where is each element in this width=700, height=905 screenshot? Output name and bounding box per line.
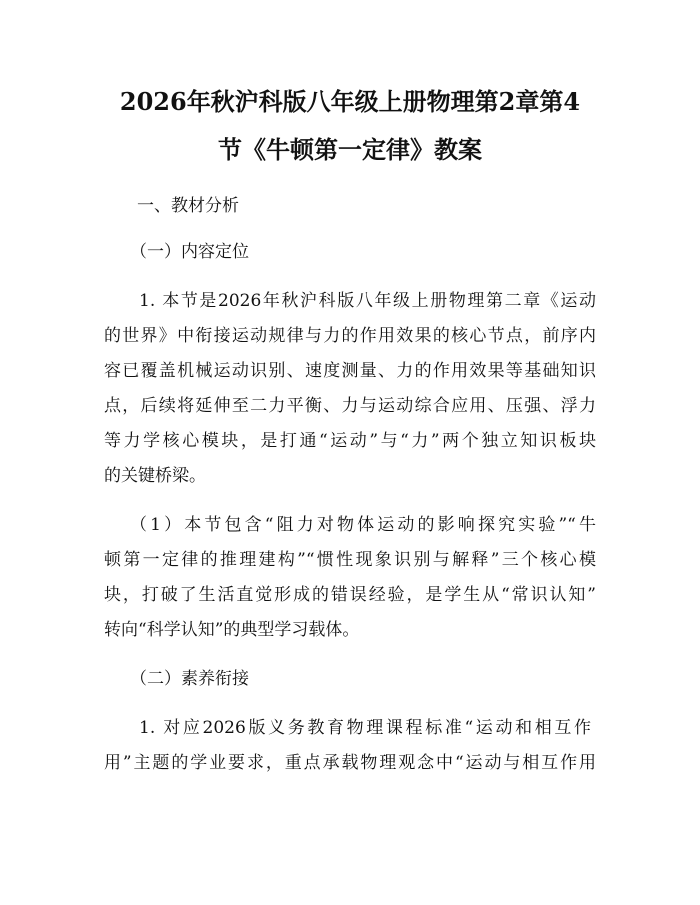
paragraph-line: 容已覆盖机械运动识别、速度测量、力的作用效果等基础知识 (104, 361, 596, 381)
paragraph-line: 的世界》中衔接运动规律与力的作用效果的核心节点，前序内 (104, 326, 596, 346)
paragraph-line: 用”主题的学业要求，重点承载物理观念中“运动与相互作用 (104, 753, 596, 773)
subsection-heading-literacy-connection: （二）素养衔接 (130, 669, 249, 689)
paragraph-line: 1. 对应2026版义务教育物理课程标准“运动和相互作 (139, 718, 591, 738)
document-title-line-1: 2026年秋沪科版八年级上册物理第2章第4 (119, 87, 581, 116)
paragraph-line: 顿第一定律的推理建构”“惯性现象识别与解释”三个核心模 (104, 550, 596, 570)
paragraph-line: 转向“科学认知”的典型学习载体。 (104, 620, 360, 640)
document-title-line-2: 节《牛顿第一定律》教案 (218, 135, 482, 164)
paragraph-line: 块，打破了生活直觉形成的错误经验，是学生从“常识认知” (104, 585, 596, 605)
section-heading-textbook-analysis: 一、教材分析 (137, 196, 239, 216)
paragraph-line: 的关键桥梁。 (104, 466, 206, 486)
paragraph-line: 点，后续将延伸至二力平衡、力与运动综合应用、压强、浮力 (104, 396, 596, 416)
subsection-heading-content-positioning: （一）内容定位 (130, 242, 249, 262)
paragraph-line: 等力学核心模块，是打通“运动”与“力”两个独立知识板块 (104, 431, 596, 451)
paragraph-line: （1）本节包含“阻力对物体运动的影响探究实验”“牛 (130, 515, 596, 535)
paragraph-line: 1. 本节是2026年秋沪科版八年级上册物理第二章《运动 (139, 291, 596, 311)
